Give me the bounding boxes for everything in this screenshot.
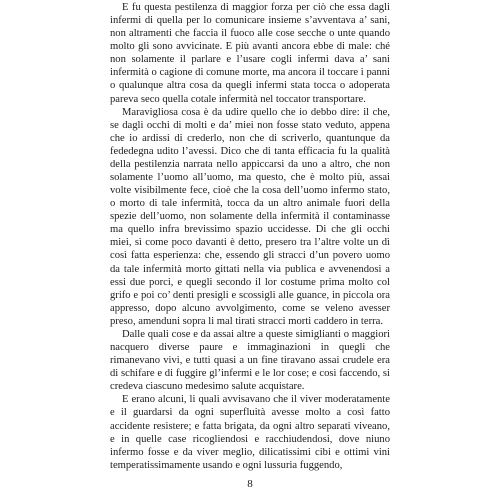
paragraph-3: Dalle quali cose e da assai altre a queste simiglianti o maggiori nacquero diverse paure e immaginazioni in quegli che rimanevano vivi, e tutti quasi a un fine tiravano assai crudele era di schifare e di fuggire gl’infermi e le lor cose; e così faccendo, si credeva ciascuno medesimo salute acquistare. xyxy=(110,328,390,393)
page-number: 8 xyxy=(247,478,253,490)
paragraph-2: Maravigliosa cosa è da udire quello che io debbo dire: il che, se dagli occhi di molti e da’ miei non fosse stato veduto, appena che io ardissi di crederlo, non che di scriverlo, quantunque da fededegna udito l’avessi. Dico che di tanta efficacia fu la qualità della pestilenzia narrata nello appiccarsi da uno a altro, che non solamente l’uomo all’uomo, ma questo, che è molto più, assai volte visibilmente fece, cioè che la cosa dell’uomo infermo stato, o morto di tale infermità, tocca da un altro animale fuori della spezie dell’uomo, non solamente della infermità il contaminasse ma quello infra brevissimo spazio uccidesse. Di che gli occhi miei, sì come poco davanti è detto, presero tra l’altre volte un dì così fatta esperienza: che, essendo gli stracci d’un povero uomo da tale infermità morto gittati nella via publica e avvenendosi a essi due porci, e quegli secondo il lor costume prima molto col grifo e poi co’ denti presigli e scossigli alle guance, in piccola ora appresso, dopo alcuno avvolgimento, come se veleno avesser preso, amenduni sopra li mal tirati stracci morti caddero in terra. xyxy=(110,106,390,327)
paragraph-1: E fu questa pestilenza di maggior forza per ciò che essa dagli infermi di quella per lo comunicare insieme s’avventava a’ sani, non altramenti che faccia il fuoco alle cose secche o unte quando molto gli sono avvicinate. E più avanti ancora ebbe di male: ché non solamente il parlare e l’usare cogli infermi dava a’ sani infermità o cagione di comune morte, ma ancora il toccare i panni o qualunque altra cosa da quegli infermi stata tocca o adoperata pareva seco quella cotale infermità nel toccator transportare. xyxy=(110,2,390,105)
body-text xyxy=(110,1,390,472)
paragraph-4: E erano alcuni, li quali avvisavano che il viver moderatamente e il guardarsi da ogni superfluità avesse molto a così fatto accidente resistere; e fatta brigata, da ogni altro separati viveano, e in quelle case ricogliendosi e racchiudendosi, dove niuno infermo fosse e da viver meglio, dilicatissimi cibi e ottimi vini temperatissimamente usando e ogni lussuria fuggendo, xyxy=(110,394,390,471)
